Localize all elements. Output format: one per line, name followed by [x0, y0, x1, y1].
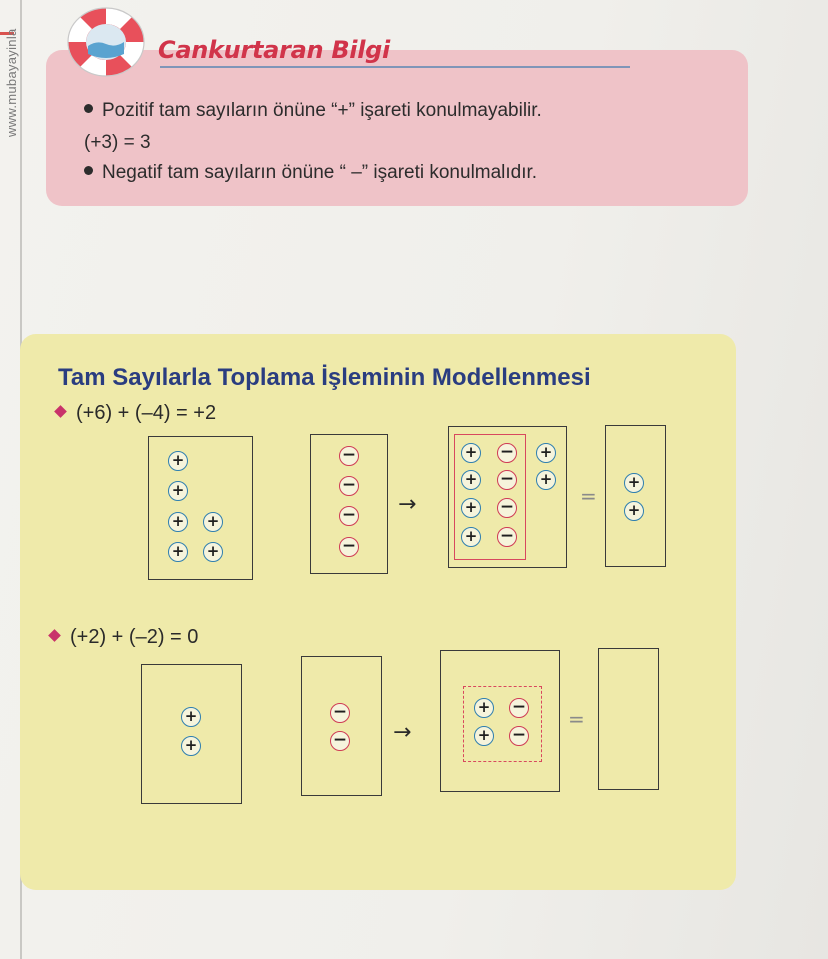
diamond-bullet-icon — [48, 629, 61, 642]
example-2-equation — [50, 626, 198, 649]
example-2-equation-text: (+2) + (–2) = 0 — [70, 626, 199, 648]
info-example: (+3) = 3 — [84, 132, 151, 153]
positive-chip: + — [461, 470, 481, 490]
negative-chip: − — [330, 703, 350, 723]
info-line-1: Pozitif tam sayıların önüne “+” işareti konulmayabilir. — [102, 100, 542, 121]
arrow-icon: → — [398, 492, 417, 517]
side-url: www.mubayayinla — [4, 28, 19, 137]
negative-chip: − — [339, 476, 359, 496]
positive-chip: + — [168, 451, 188, 471]
negative-chip: − — [497, 470, 517, 490]
positive-chip: + — [168, 481, 188, 501]
negative-chip: − — [339, 506, 359, 526]
example-2-negative-frame — [301, 656, 382, 796]
bullet — [84, 104, 93, 113]
example-1-positive-frame — [148, 436, 253, 580]
example-1-equation-text: (+6) + (–4) = +2 — [76, 402, 217, 424]
positive-chip: + — [474, 726, 494, 746]
positive-chip: + — [181, 736, 201, 756]
bullet — [84, 166, 93, 175]
title-underline — [160, 66, 630, 68]
positive-chip: + — [536, 470, 556, 490]
negative-chip: − — [497, 498, 517, 518]
positive-chip: + — [168, 512, 188, 532]
positive-chip: + — [168, 542, 188, 562]
positive-chip: + — [624, 501, 644, 521]
negative-chip: − — [509, 698, 529, 718]
info-line-3: Negatif tam sayıların önüne “ –” işareti konulmalıdır. — [102, 162, 538, 183]
positive-chip: + — [624, 473, 644, 493]
negative-chip: − — [497, 527, 517, 547]
negative-chip: − — [330, 731, 350, 751]
example-2-positive-frame — [141, 664, 242, 804]
diamond-bullet-icon — [54, 405, 67, 418]
positive-chip: + — [181, 707, 201, 727]
example-2-result-frame — [598, 648, 659, 790]
negative-chip: − — [339, 537, 359, 557]
negative-chip: − — [339, 446, 359, 466]
positive-chip: + — [203, 512, 223, 532]
negative-chip: − — [509, 726, 529, 746]
example-2-zero-pairs-frame — [463, 686, 542, 762]
positive-chip: + — [461, 527, 481, 547]
info-rule-negative — [84, 162, 537, 184]
positive-chip: + — [474, 698, 494, 718]
info-rule-positive — [84, 100, 542, 122]
positive-chip: + — [536, 443, 556, 463]
positive-chip: + — [203, 542, 223, 562]
info-title: Cankurtaran Bilgi — [158, 36, 390, 64]
arrow-icon: → — [393, 720, 412, 745]
positive-chip: + — [461, 498, 481, 518]
equals-sign: = — [568, 707, 585, 731]
positive-chip: + — [461, 443, 481, 463]
example-1-result-frame — [605, 425, 666, 567]
equals-sign: = — [580, 484, 597, 508]
model-title: Tam Sayılarla Toplama İşleminin Modellenmesi — [58, 364, 591, 391]
negative-chip: − — [497, 443, 517, 463]
example-1-equation — [56, 402, 216, 425]
lifebuoy-icon — [62, 2, 152, 80]
